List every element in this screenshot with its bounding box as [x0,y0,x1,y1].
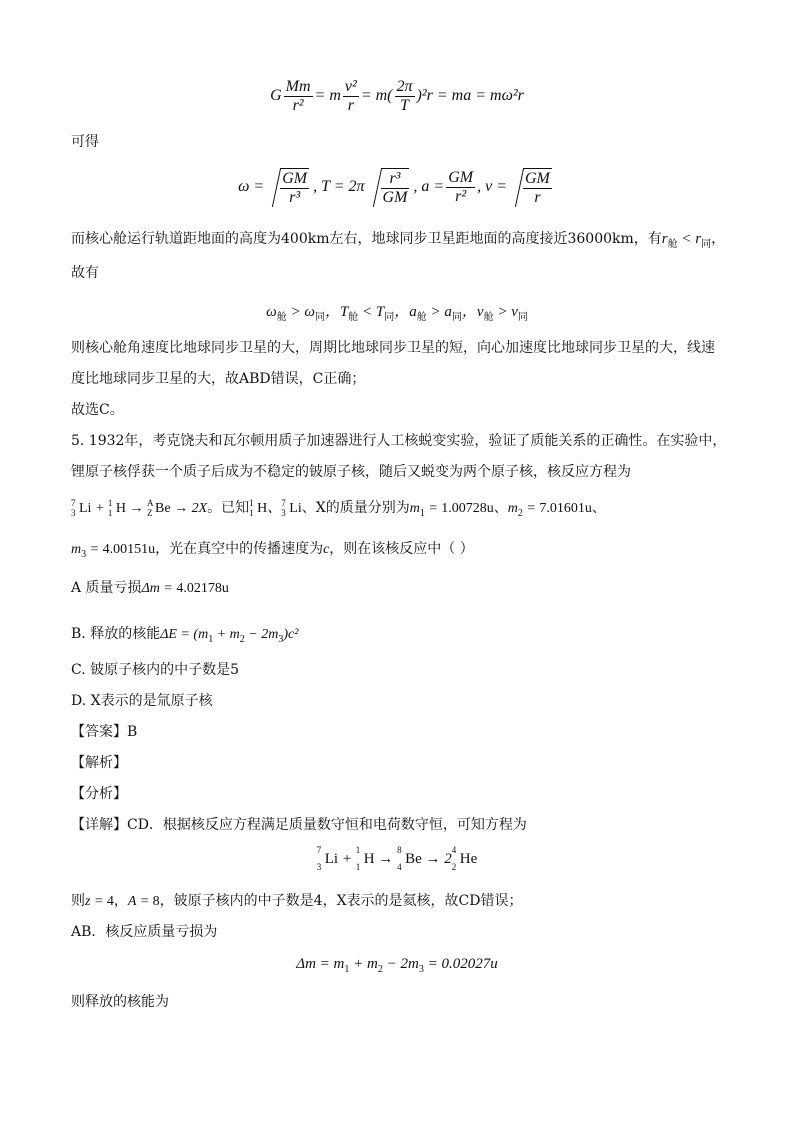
option-d: D. X表示的是氚原子核 [71,693,213,709]
answer-label: 【答案】B [71,724,138,740]
formula-omega-t-a-v: ω = $\frac{GM}{\text{r³}}$ , T = 2π $\frac{\text{r³}}{GM}$ , a = $\frac{GM}{\text{r²}}$ , v = $\frac{GM}{r}$ [0,168,794,207]
jiexi-label: 【解析】 [71,755,127,771]
detail-line: 【详解】CD．根据核反应方程满足质量数守恒和电荷数守恒，可知方程为 [71,817,527,833]
option-a: A 质量亏损Δm = 4.02178u [71,580,229,596]
option-c: C. 铍原子核内的中子数是5 [71,662,240,678]
q5-line2: 锂原子核俘获一个质子后成为不稳定的铍原子核，随后又蜕变为两个原子核，核反应方程为 [71,464,631,480]
formula-compare: $\omega_舱 > \omega_同$，$T_舱 < T_同$，$a_舱 > a_同$，$v_舱 > v_同$ [266,304,528,323]
q5-line1: 5. 1932年，考克饶夫和瓦尔顿用质子加速器进行人工核蜕变实验，验证了质能关系的正确性。在实验中， [71,433,727,449]
ab-line: AB．核反应质量亏损为 [71,924,218,940]
formula-mass-defect: $\Delta m = m_1 + m_2 - 2m_3 = 0.02027u$ [296,956,498,975]
text-concl2: 度比地球同步卫星的大，故ABD错误，C正确； [71,371,366,387]
formula-gravity: G $\frac{Mm}{\text{r²}}$ = m $\frac{\text{v²}}{r}$ = m( $\frac{2\pi}{T}$ )²r = ma = mω²r [270,78,524,114]
option-b: B. 释放的核能$\Delta E = (m_1 + m_2 - 2m_3)c^2$ [71,626,299,645]
text-choose: 故选C。 [71,402,124,418]
then-line: 则z = 4，A = 8，铍原子核内的中子数是4，X表示的是氦核，故CD错误； [71,893,523,909]
q5-line4: $m_3 = 4.00151u$，光在真空中的传播速度为c，则在该核反应中（ ） [71,541,474,560]
text-kede: 可得 [71,134,99,150]
q5-line3: 7 3 Li + 1 1 H → A Z Be → 2X。已知 1 1 H、 7 3 Li、X的质量分别为$m_1 = 1.00728u$、$m_2 = 7.01601u$、 [71,498,606,519]
formula-reaction: 7 3 Li + 1 1 H → 8 4 Be → 2 4 2 He [316,845,478,872]
release-line: 则释放的核能为 [71,994,169,1010]
fenxi-label: 【分析】 [71,786,127,802]
text-orbit: 而核心舱运行轨道距地面的高度为400km左右，地球同步卫星距地面的高度接近36000km，有$r_舱 < r_同$， [71,231,726,250]
text-concl1: 则核心舱角速度比地球同步卫星的大，周期比地球同步卫星的短，向心加速度比地球同步卫星的大，线速 [71,340,715,356]
text-guyou: 故有 [71,265,99,281]
